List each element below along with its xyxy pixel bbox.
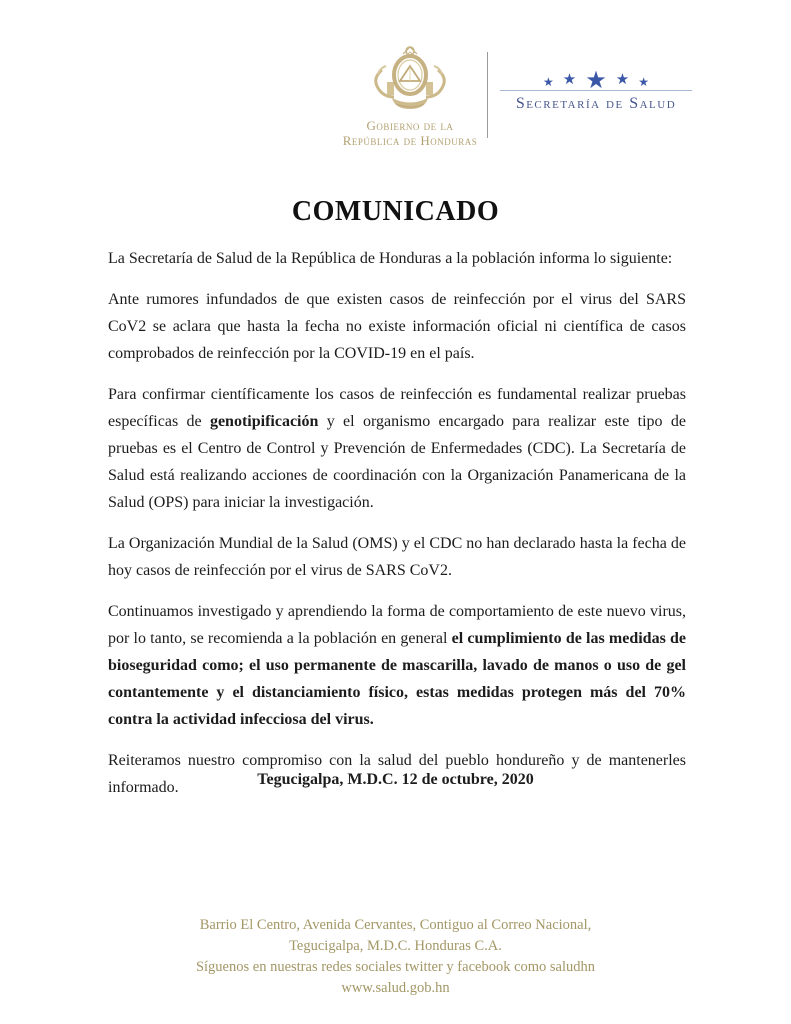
paragraph-bold-segment: el cumplimiento de las medidas de bioseguridad como; el uso permanente de mascarilla, lavado de manos o uso de gel contantemente y el distanciamiento físico, estas medidas protegen más del 70% contra la actividad infecciosa del virus.	[108, 630, 686, 728]
footer-line: Tegucigalpa, M.D.C. Honduras C.A.	[289, 938, 502, 954]
paragraph-segment: La Secretaría de Salud de la República de Honduras a la población informa lo siguiente:	[108, 250, 673, 267]
paragraph	[108, 286, 686, 367]
body-paragraphs	[108, 245, 686, 815]
paragraph	[108, 530, 686, 584]
star-icon: ★	[638, 75, 649, 89]
paragraph	[108, 598, 686, 733]
footer-line: Síguenos en nuestras redes sociales twitter y facebook como saludhn	[195, 959, 596, 975]
ministry-name: Secretaría de Salud	[515, 95, 677, 112]
paragraph-segment: Continuamos investigado y aprendiendo la forma de comportamiento de este nuevo virus, por lo tanto, se recomienda a la población en general	[108, 603, 686, 647]
star-icon: ★	[543, 75, 554, 89]
paragraph-segment: Ante rumores infundados de que existen casos de reinfección por el virus del SARS CoV2 se aclara que hasta la fecha no existe información oficial ni científica de casos comprobados de reinfección por la COVID-19 en el país.	[108, 291, 686, 362]
paragraph-segment: Reiteramos nuestro compromiso con la salud del pueblo hondureño y de mantenerles informado.	[108, 752, 686, 796]
footer-line: Barrio El Centro, Avenida Cervantes, Contiguo al Correo Nacional,	[199, 917, 592, 933]
paragraph-bold-segment: genotipificación	[209, 413, 319, 430]
government-name-line1: Gobierno de la	[366, 118, 454, 133]
government-name-line2: República de Honduras	[342, 133, 478, 148]
header-divider	[487, 52, 488, 138]
paragraph-segment: La Organización Mundial de la Salud (OMS) y el CDC no han declarado hasta la fecha de hoy casos de reinfección por el virus de SARS CoV2.	[108, 535, 686, 579]
paragraph-segment: y el organismo encargado para realizar este tipo de pruebas es el Centro de Control y Prevención de Enfermedades (CDC). La Secretaría de Salud está realizando acciones de coordinación con la Organización Panamericana de la Salud (OPS) para iniciar la investigación.	[108, 413, 686, 511]
paragraph-segment: Para confirmar científicamente los casos de reinfección es fundamental realizar pruebas específicas de	[108, 386, 686, 430]
government-logo	[330, 44, 490, 148]
honduras-coat-of-arms-icon	[360, 44, 460, 116]
star-icon: ★	[585, 68, 607, 94]
star-icon: ★	[562, 72, 577, 88]
star-icon: ★	[615, 72, 630, 88]
page-title: COMUNICADO	[291, 196, 500, 227]
ministry-logo	[500, 60, 692, 113]
paragraph	[108, 381, 686, 516]
footer-lines	[0, 915, 791, 999]
stars-row	[500, 60, 692, 94]
footer-line: www.salud.gob.hn	[341, 980, 450, 996]
paragraph	[108, 245, 686, 272]
dateline: Tegucigalpa, M.D.C. 12 de octubre, 2020	[257, 771, 534, 788]
